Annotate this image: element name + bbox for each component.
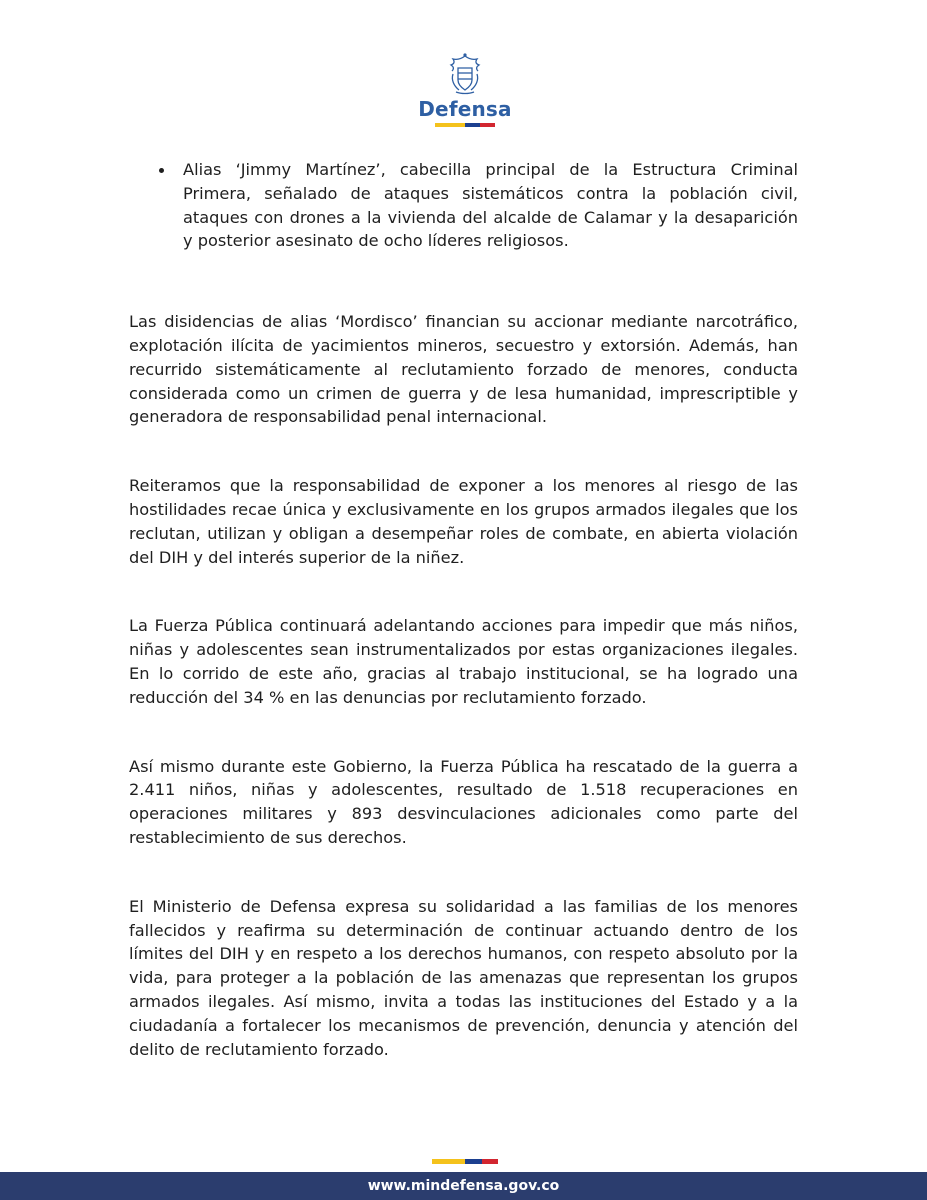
document-body	[129, 158, 798, 1061]
bullet-dot-icon	[159, 168, 164, 173]
footer-flag-yellow	[432, 1159, 465, 1164]
flag-blue-segment	[465, 123, 480, 127]
paragraph-financing: Las disidencias de alias ‘Mordisco’ financian su accionar mediante narcotráfico, explotación ilícita de yacimientos mineros, secuestro y extorsión. Además, han recurrido sistemáticamente al reclutamiento forzado de menores, conducta considerada como un crimen de guerra y de lesa humanidad, imprescriptible y generadora de responsabilidad penal internacional.	[129, 312, 798, 427]
paragraph-ministry-solidarity: El Ministerio de Defensa expresa su solidaridad a las familias de los menores fallecidos y reafirma su determinación de continuar actuando dentro de los límites del DIH y en respeto a los derechos humanos, con respeto absoluto por la vida, para proteger a la población de las amenazas que representan los grupos armados ilegales. Así mismo, invita a todas las instituciones del Estado y a la ciudadanía a fortalecer los mecanismos de prevención, denuncia y atención del delito de reclutamiento forzado.	[129, 896, 798, 1059]
footer-flag-red	[482, 1159, 499, 1164]
paragraph-rescue-figures: Así mismo durante este Gobierno, la Fuerza Pública ha rescatado de la guerra a 2.411 niños, niñas y adolescentes, resultado de 1.518 recuperaciones en operaciones militares y 893 desvinculaciones adicionales como parte del restablecimiento de sus derechos.	[129, 756, 798, 847]
paragraph-public-force-actions: La Fuerza Pública continuará adelantando acciones para impedir que más niños, niñas y adolescentes sean instrumentalizados por estas organizaciones ilegales. En lo corrido de este año, gracias al trabajo institucional, se ha logrado una reducción del 34 % en las denuncias por reclutamiento forzado.	[129, 616, 798, 707]
flag-red-segment	[480, 123, 495, 127]
footer-flag-blue	[465, 1159, 482, 1164]
bullet-list-item	[129, 158, 798, 253]
footer-flag-stripe	[432, 1159, 498, 1164]
paragraph-responsibility: Reiteramos que la responsabilidad de exponer a los menores al riesgo de las hostilidades recae única y exclusivamente en los grupos armados ilegales que los reclutan, utilizan y obligan a desempeñar roles de combate, en abierta violación del DIH y del interés superior de la niñez.	[129, 476, 798, 567]
logo-wordmark: Defensa	[418, 97, 512, 121]
bullet-text: Alias ‘Jimmy Martínez’, cabecilla principal de la Estructura Criminal Primera, señalado de ataques sistemáticos contra la población civil, ataques con drones a la vivienda del alcalde de Calamar y la desaparición y posterior asesinato de ocho líderes religiosos.	[183, 160, 798, 251]
footer-website-link[interactable]: www.mindefensa.gov.co	[367, 1178, 560, 1194]
flag-yellow-segment	[435, 123, 465, 127]
coat-of-arms-icon	[444, 52, 486, 96]
flag-stripe	[435, 123, 495, 127]
header-logo	[410, 52, 520, 138]
